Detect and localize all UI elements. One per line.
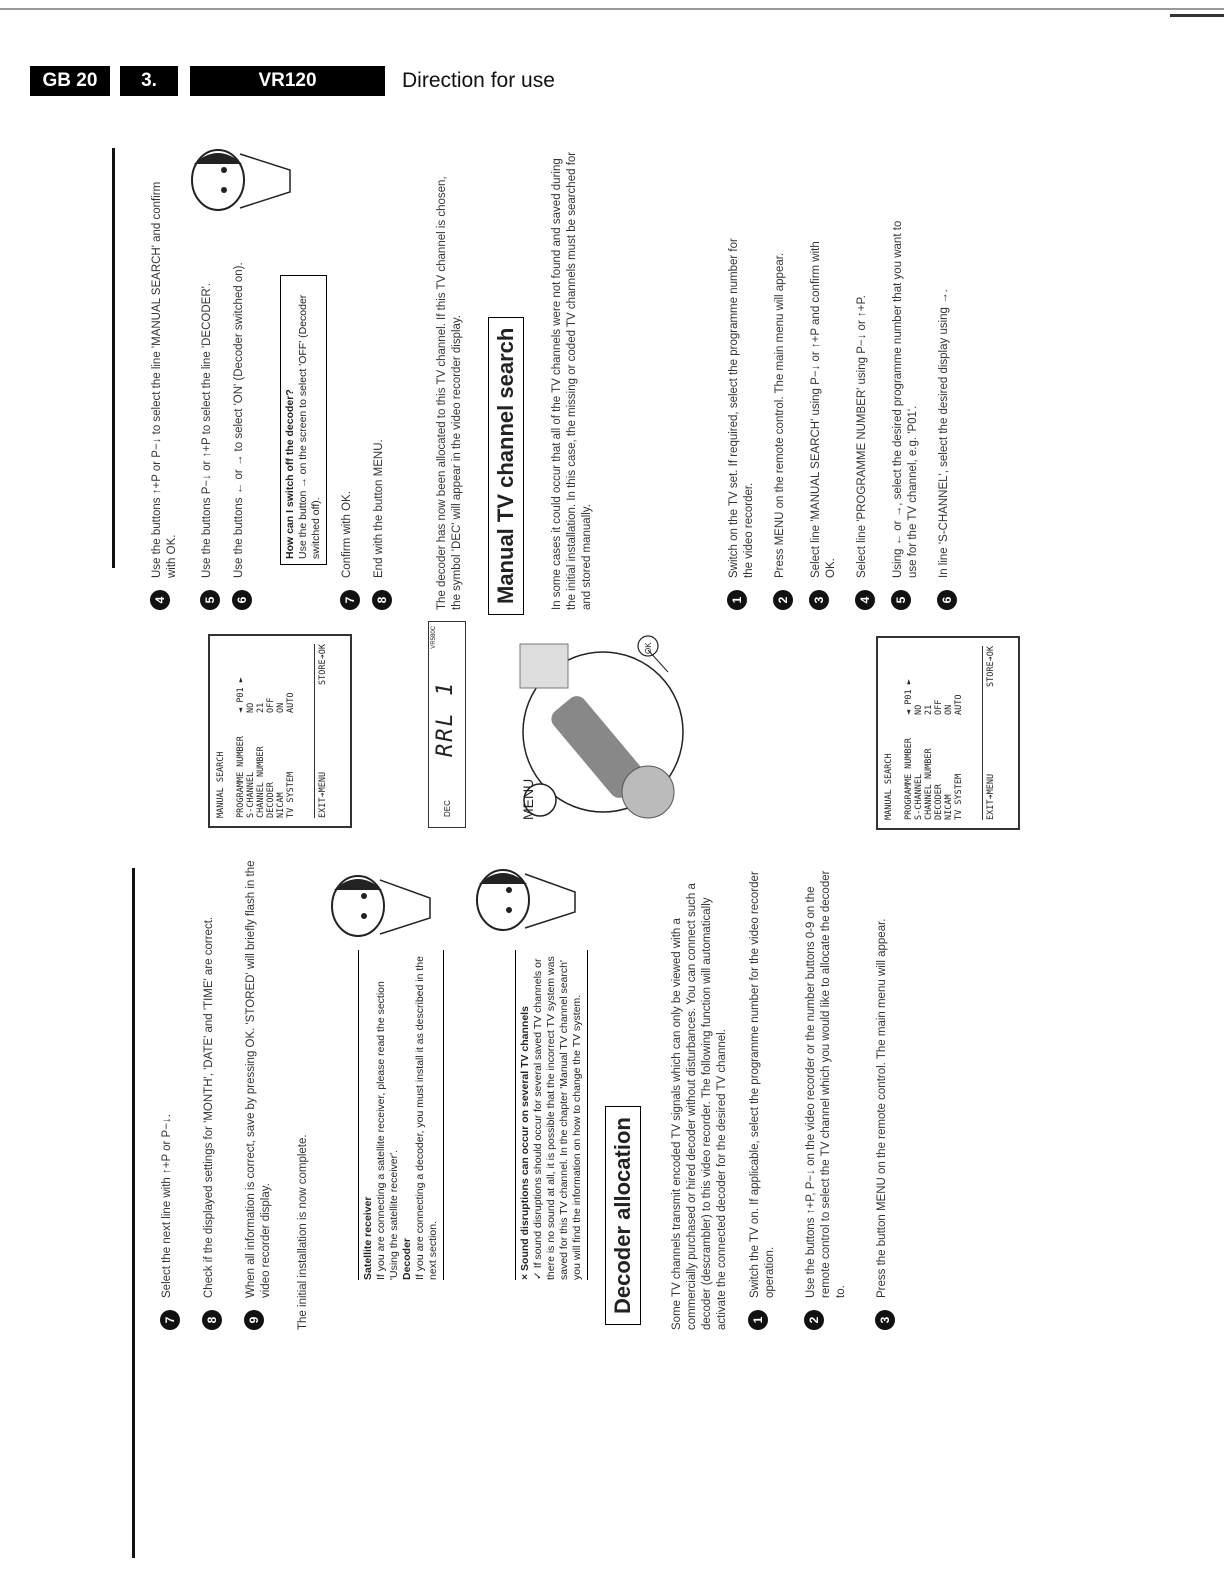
step-3: [809, 220, 839, 610]
screen-value: NO: [914, 704, 924, 715]
decoder-intro: [670, 860, 730, 1330]
step-text: Use the buttons P−↓ or ↑+P to select the line 'DECODER'.: [201, 282, 213, 578]
screen-label: NICAM: [944, 794, 954, 820]
screen-title: MANUAL SEARCH: [884, 753, 894, 820]
hint-character-icon: [180, 140, 300, 220]
step-8: [372, 170, 392, 610]
right-column-rule: [112, 148, 115, 568]
video-recorder-display: [428, 621, 466, 828]
screen-title: MANUAL SEARCH: [216, 751, 226, 818]
step-number: 3: [809, 590, 829, 610]
screen-value: AUTO: [954, 694, 964, 715]
section-title-decoder-allocation: Decoder allocation: [605, 1106, 641, 1325]
screen-label: TV SYSTEM: [286, 771, 296, 818]
screen-value: ON: [276, 702, 286, 713]
hint-text: If you are connecting a satellite receiver, please read the section 'Using the satellite receiver'.: [375, 981, 400, 1280]
step-4: [855, 220, 875, 610]
step-number: 2: [804, 1310, 824, 1330]
step-number: 7: [160, 1310, 180, 1330]
step-2: [773, 220, 793, 610]
manual-search-heading-wrap: [488, 145, 524, 615]
step-number: 3: [875, 1310, 895, 1330]
step-number: 6: [232, 590, 252, 610]
step-number: 8: [202, 1310, 222, 1330]
remote-control-illustration: [508, 632, 698, 832]
step-1: [727, 220, 757, 610]
screen-footer-exit: EXIT➔MENU: [986, 773, 996, 820]
step-7: [160, 850, 180, 1330]
screen-label: CHANNEL NUMBER: [924, 748, 934, 820]
screen-footer-store: STORE➔OK: [318, 644, 328, 685]
screen-label: PROGRAMME NUMBER: [236, 736, 246, 818]
step-text: Select the next line with ↑+P or P−↓.: [161, 1114, 173, 1298]
display-dec-label: DEC: [443, 800, 452, 817]
page-title: Direction for use: [402, 69, 555, 92]
note-text: The decoder has now been allocated to this TV channel. If this TV channel is chosen, the symbol 'DEC' will appear in the video recorder display.: [436, 176, 463, 610]
screen-value: ◄ P01 ►: [904, 679, 914, 715]
screen-label: S-CHANNEL: [914, 773, 924, 820]
step-number: 2: [773, 590, 793, 610]
hint-title: Satellite receiver: [362, 1196, 374, 1280]
step-text: Use the buttons ↑+P or P−↓ to select the line 'MANUAL SEARCH' and confirm with OK.: [151, 181, 178, 578]
decoder-allocation-heading-wrap: [605, 865, 641, 1325]
left-column-rule: [132, 868, 135, 1558]
display-code: VR580C: [431, 626, 437, 649]
remote-menu-label: MENU: [520, 778, 536, 820]
step-9: [244, 850, 274, 1330]
decoder-note: [435, 170, 465, 610]
screen-value: ◄ P01 ►: [236, 677, 246, 713]
step-number: 4: [150, 590, 170, 610]
section-title-manual-search: Manual TV channel search: [488, 317, 524, 615]
screen-footer-store: STORE➔OK: [986, 646, 996, 687]
screen-value: NO: [246, 702, 256, 713]
step-number: 8: [372, 590, 392, 610]
step-6: [937, 220, 957, 610]
step-text: Select line 'MANUAL SEARCH' using P−↓ or ↑+P and confirm with OK.: [810, 241, 837, 578]
screen-label: DECODER: [934, 784, 944, 820]
screen-value: 21: [924, 704, 934, 715]
top-rule-accent: [1170, 14, 1224, 17]
step-8: [202, 850, 222, 1330]
step-text: Check if the displayed settings for 'MONTH', 'DATE' and 'TIME' are correct.: [203, 916, 215, 1298]
step-5: [891, 220, 921, 610]
step-text: Using ← or →, select the desired programme number that you want to use for the TV channel, e.g. 'P01'.: [892, 220, 919, 578]
step-4: [150, 170, 180, 610]
screen-value: OFF: [934, 699, 944, 715]
step-number: 1: [748, 1310, 768, 1330]
step-number: 5: [200, 590, 220, 610]
intro-text: Some TV channels transmit encoded TV signals which can only be viewed with a commercially purchased or hired decoder without disturbances. You can connect such a decoder (descrambler) to this video recorder. The following function will automatically activate the connected decoder for the desired TV channel.: [671, 883, 728, 1330]
step-5: [200, 170, 220, 610]
left-steps-bottom: [748, 860, 917, 1330]
intro-text: In some cases it could occur that all of the TV channels were not found and saved during the initial installation. In this case, the missing or coded TV channels must be searched for and stored manually.: [551, 151, 593, 610]
hint-title: How can I switch off the decoder?: [284, 389, 296, 559]
screen-label: TV SYSTEM: [954, 773, 964, 820]
step-text: Press MENU on the remote control. The main menu will appear.: [774, 252, 786, 578]
remote-ok-label: OK: [644, 642, 653, 654]
step-1: [748, 860, 778, 1330]
step-text: When all information is correct, save by pressing OK. 'STORED' will briefly flash in the video recorder display.: [245, 860, 272, 1298]
step-2: [804, 860, 849, 1330]
display-value: RRL 1: [433, 680, 458, 757]
installation-complete-text: The initial installation is now complete.: [297, 1134, 309, 1330]
chapter-label: 3.: [120, 66, 178, 96]
step-text: Use the buttons ↑+P, P−↓ on the video recorder or the number buttons 0-9 on the remote control to select the TV channel which you would like to allocate the decoder to.: [805, 870, 847, 1298]
left-steps-top: [160, 850, 311, 1330]
top-rule: [0, 8, 1224, 10]
screen-label: S-CHANNEL: [246, 771, 256, 818]
step-text: End with the button MENU.: [373, 439, 385, 578]
step-text: Switch on the TV set. If required, select the programme number for the video recorder.: [728, 238, 755, 578]
hint-title: × Sound disruptions can occur on several TV channels: [519, 1006, 531, 1280]
hint-text: ✓ If sound disruptions should occur for several saved TV channels or there is no sound at all, it is possible that the incorrect TV system was saved for this TV channel. In the chapter 'Manual TV channel search' you will find the information on how to change the TV system.: [532, 956, 583, 1280]
step-text: Switch the TV on. If applicable, select the programme number for the video recorder operation.: [749, 871, 776, 1298]
screen-footer-exit: EXIT➔MENU: [318, 771, 328, 818]
step-number: 9: [244, 1310, 264, 1330]
screen-label: NICAM: [276, 792, 286, 818]
right-steps-mid: [340, 170, 414, 610]
hint-title: Decoder: [401, 1237, 413, 1280]
step-text: Confirm with OK.: [341, 491, 353, 578]
screen-label: DECODER: [266, 782, 276, 818]
step-3: [875, 860, 895, 1330]
hint-character-icon: [320, 868, 440, 943]
screen-label: CHANNEL NUMBER: [256, 746, 266, 818]
step-number: 4: [855, 590, 875, 610]
page-label: GB 20: [30, 66, 110, 96]
step-text: Press the button MENU on the remote control. The main menu will appear.: [876, 918, 888, 1298]
step-number: 5: [891, 590, 911, 610]
step-text: In line 'S-CHANNEL', select the desired display using →.: [938, 289, 950, 578]
screen-value: OFF: [266, 697, 276, 713]
hint-satellite-decoder: [358, 950, 444, 1280]
manual-search-intro: [550, 140, 595, 610]
hint-sound-disruptions: [515, 950, 588, 1280]
screen-value: 21: [256, 702, 266, 713]
hint-switch-off-decoder: [280, 275, 327, 565]
hint-character-icon: [465, 862, 585, 937]
step-number: 6: [937, 590, 957, 610]
hint-text: If you are connecting a decoder, you must install it as described in the next section.: [414, 956, 439, 1280]
step-7: [340, 170, 360, 610]
model-label: VR120: [190, 66, 385, 96]
tv-screen-manual-search-2: [876, 636, 1020, 830]
step-text: Use the buttons ← or → to select 'ON' (Decoder switched on).: [233, 262, 245, 578]
tv-screen-manual-search: [208, 634, 352, 828]
step-text: Select line 'PROGRAMME NUMBER' using P−↓ or ↑+P.: [856, 295, 868, 578]
step-6: [232, 170, 252, 610]
screen-label: PROGRAMME NUMBER: [904, 738, 914, 820]
step-number: 7: [340, 590, 360, 610]
step-number: 1: [727, 590, 747, 610]
screen-value: ON: [944, 704, 954, 715]
hint-text: Use the button → on the screen to select 'OFF' (Decoder switched off).: [297, 294, 322, 559]
screen-value: AUTO: [286, 692, 296, 713]
right-steps-bottom: [727, 220, 979, 610]
right-steps-top: [150, 170, 258, 610]
